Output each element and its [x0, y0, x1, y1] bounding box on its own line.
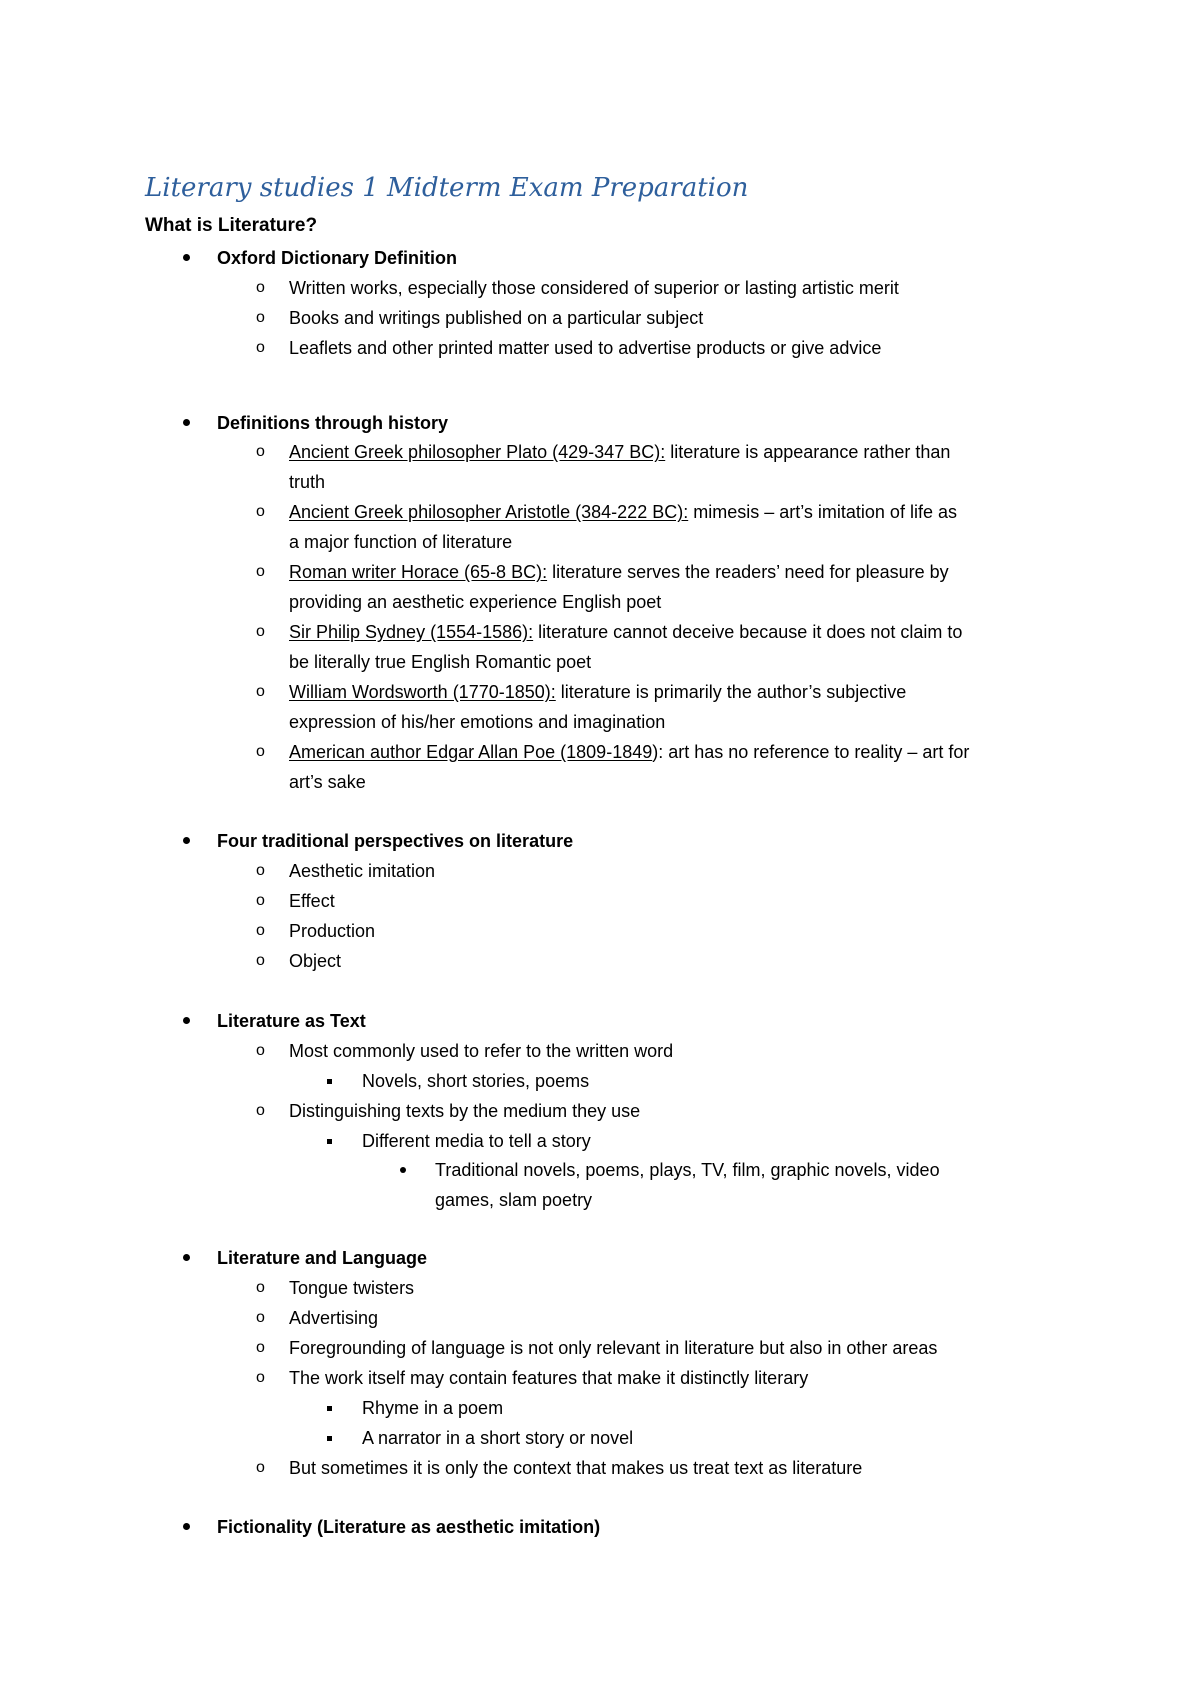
- underlined-source: Sir Philip Sydney (1554-1586):: [289, 622, 534, 642]
- circle-marker-icon: o: [256, 623, 265, 640]
- circle-marker-icon: o: [256, 1102, 265, 1119]
- circle-marker-icon: o: [256, 309, 265, 326]
- circle-marker-icon: o: [256, 1339, 265, 1356]
- bullet-icon: [183, 1523, 190, 1530]
- underlined-source: Ancient Greek philosopher Plato (429-347 BC):: [289, 442, 666, 462]
- circle-marker-icon: o: [256, 1042, 265, 1059]
- circle-marker-icon: o: [256, 683, 265, 700]
- bullet-icon: [400, 1167, 406, 1173]
- bullet-icon: [183, 254, 190, 261]
- bullet-icon: [183, 837, 190, 844]
- bullet-icon: [183, 1017, 190, 1024]
- circle-marker-icon: o: [256, 743, 265, 760]
- circle-marker-icon: o: [256, 1459, 265, 1476]
- circle-marker-icon: o: [256, 1309, 265, 1326]
- underlined-source: American author Edgar Allan Poe (1809-1849: [289, 742, 653, 762]
- circle-marker-icon: o: [256, 1279, 265, 1296]
- bullet-icon: [183, 1254, 190, 1261]
- circle-marker-icon: o: [256, 339, 265, 356]
- underlined-source: Roman writer Horace (65-8 BC):: [289, 562, 548, 582]
- underlined-source: William Wordsworth (1770-1850):: [289, 682, 556, 702]
- circle-marker-icon: o: [256, 279, 265, 296]
- circle-marker-icon: o: [256, 922, 265, 939]
- section-subtitle: What is Literature?: [145, 215, 318, 236]
- circle-marker-icon: o: [256, 563, 265, 580]
- document-page: Literary studies 1 Midterm Exam Preparation What is Literature? Oxford Dictionary Definition o Written works, especially those considered of superior or lasting artistic merit o Books and writings published on a particular subject o Leaflets and other printed matter used to advertise products or give advice Definitions through history o Ancient Greek philosopher Plato (429-347 BC): literature is appearance rather than truth o Ancient Greek philosopher Aristotle (384-222 BC): mimesis – art’s imitation of life as a major function of literature o Roman writer Horace (65-8 BC): literature serves the readers’ need for pleasure by providing an aesthetic experience English poet o Sir Philip Sydney (1554-1586): literature cannot deceive because it does not claim to be literally true English Romantic poet o William Wordsworth (1770-1850): literature is primarily the author’s subjective expression of his/her emotions and imagination o American author Edgar Allan Poe (1809-1849): art has no reference to reality – art for art’s sake Four traditional perspectives on literature o Aesthetic imitation o Effect o Production o Object Literature as Text o Most commonly used to refer to the written word Novels, short stories, poems o Distinguishing texts by the medium they use Different media to tell a story Traditional novels, poems, plays, TV, film, graphic novels, video games, slam poetry Literature and Language o Tongue twisters o Advertising o Foregrounding of language is not only relevant in literature but also in other areas o The work itself may contain features that make it distinctly literary Rhyme in a poem A narrator in a short story or novel o But sometimes it is only the context that makes us treat text as literature Fictionality (Literature as aesthetic imitation): [0, 0, 1200, 1698]
- circle-marker-icon: o: [256, 443, 265, 460]
- circle-marker-icon: o: [256, 862, 265, 879]
- square-bullet-icon: [327, 1139, 332, 1144]
- circle-marker-icon: o: [256, 503, 265, 520]
- circle-marker-icon: o: [256, 952, 265, 969]
- circle-marker-icon: o: [256, 892, 265, 909]
- bullet-icon: [183, 419, 190, 426]
- circle-marker-icon: o: [256, 1369, 265, 1386]
- square-bullet-icon: [327, 1436, 332, 1441]
- underlined-source: Ancient Greek philosopher Aristotle (384-222 BC):: [289, 502, 689, 522]
- square-bullet-icon: [327, 1406, 332, 1411]
- square-bullet-icon: [327, 1079, 332, 1084]
- document-title: Literary studies 1 Midterm Exam Preparation: [145, 173, 749, 203]
